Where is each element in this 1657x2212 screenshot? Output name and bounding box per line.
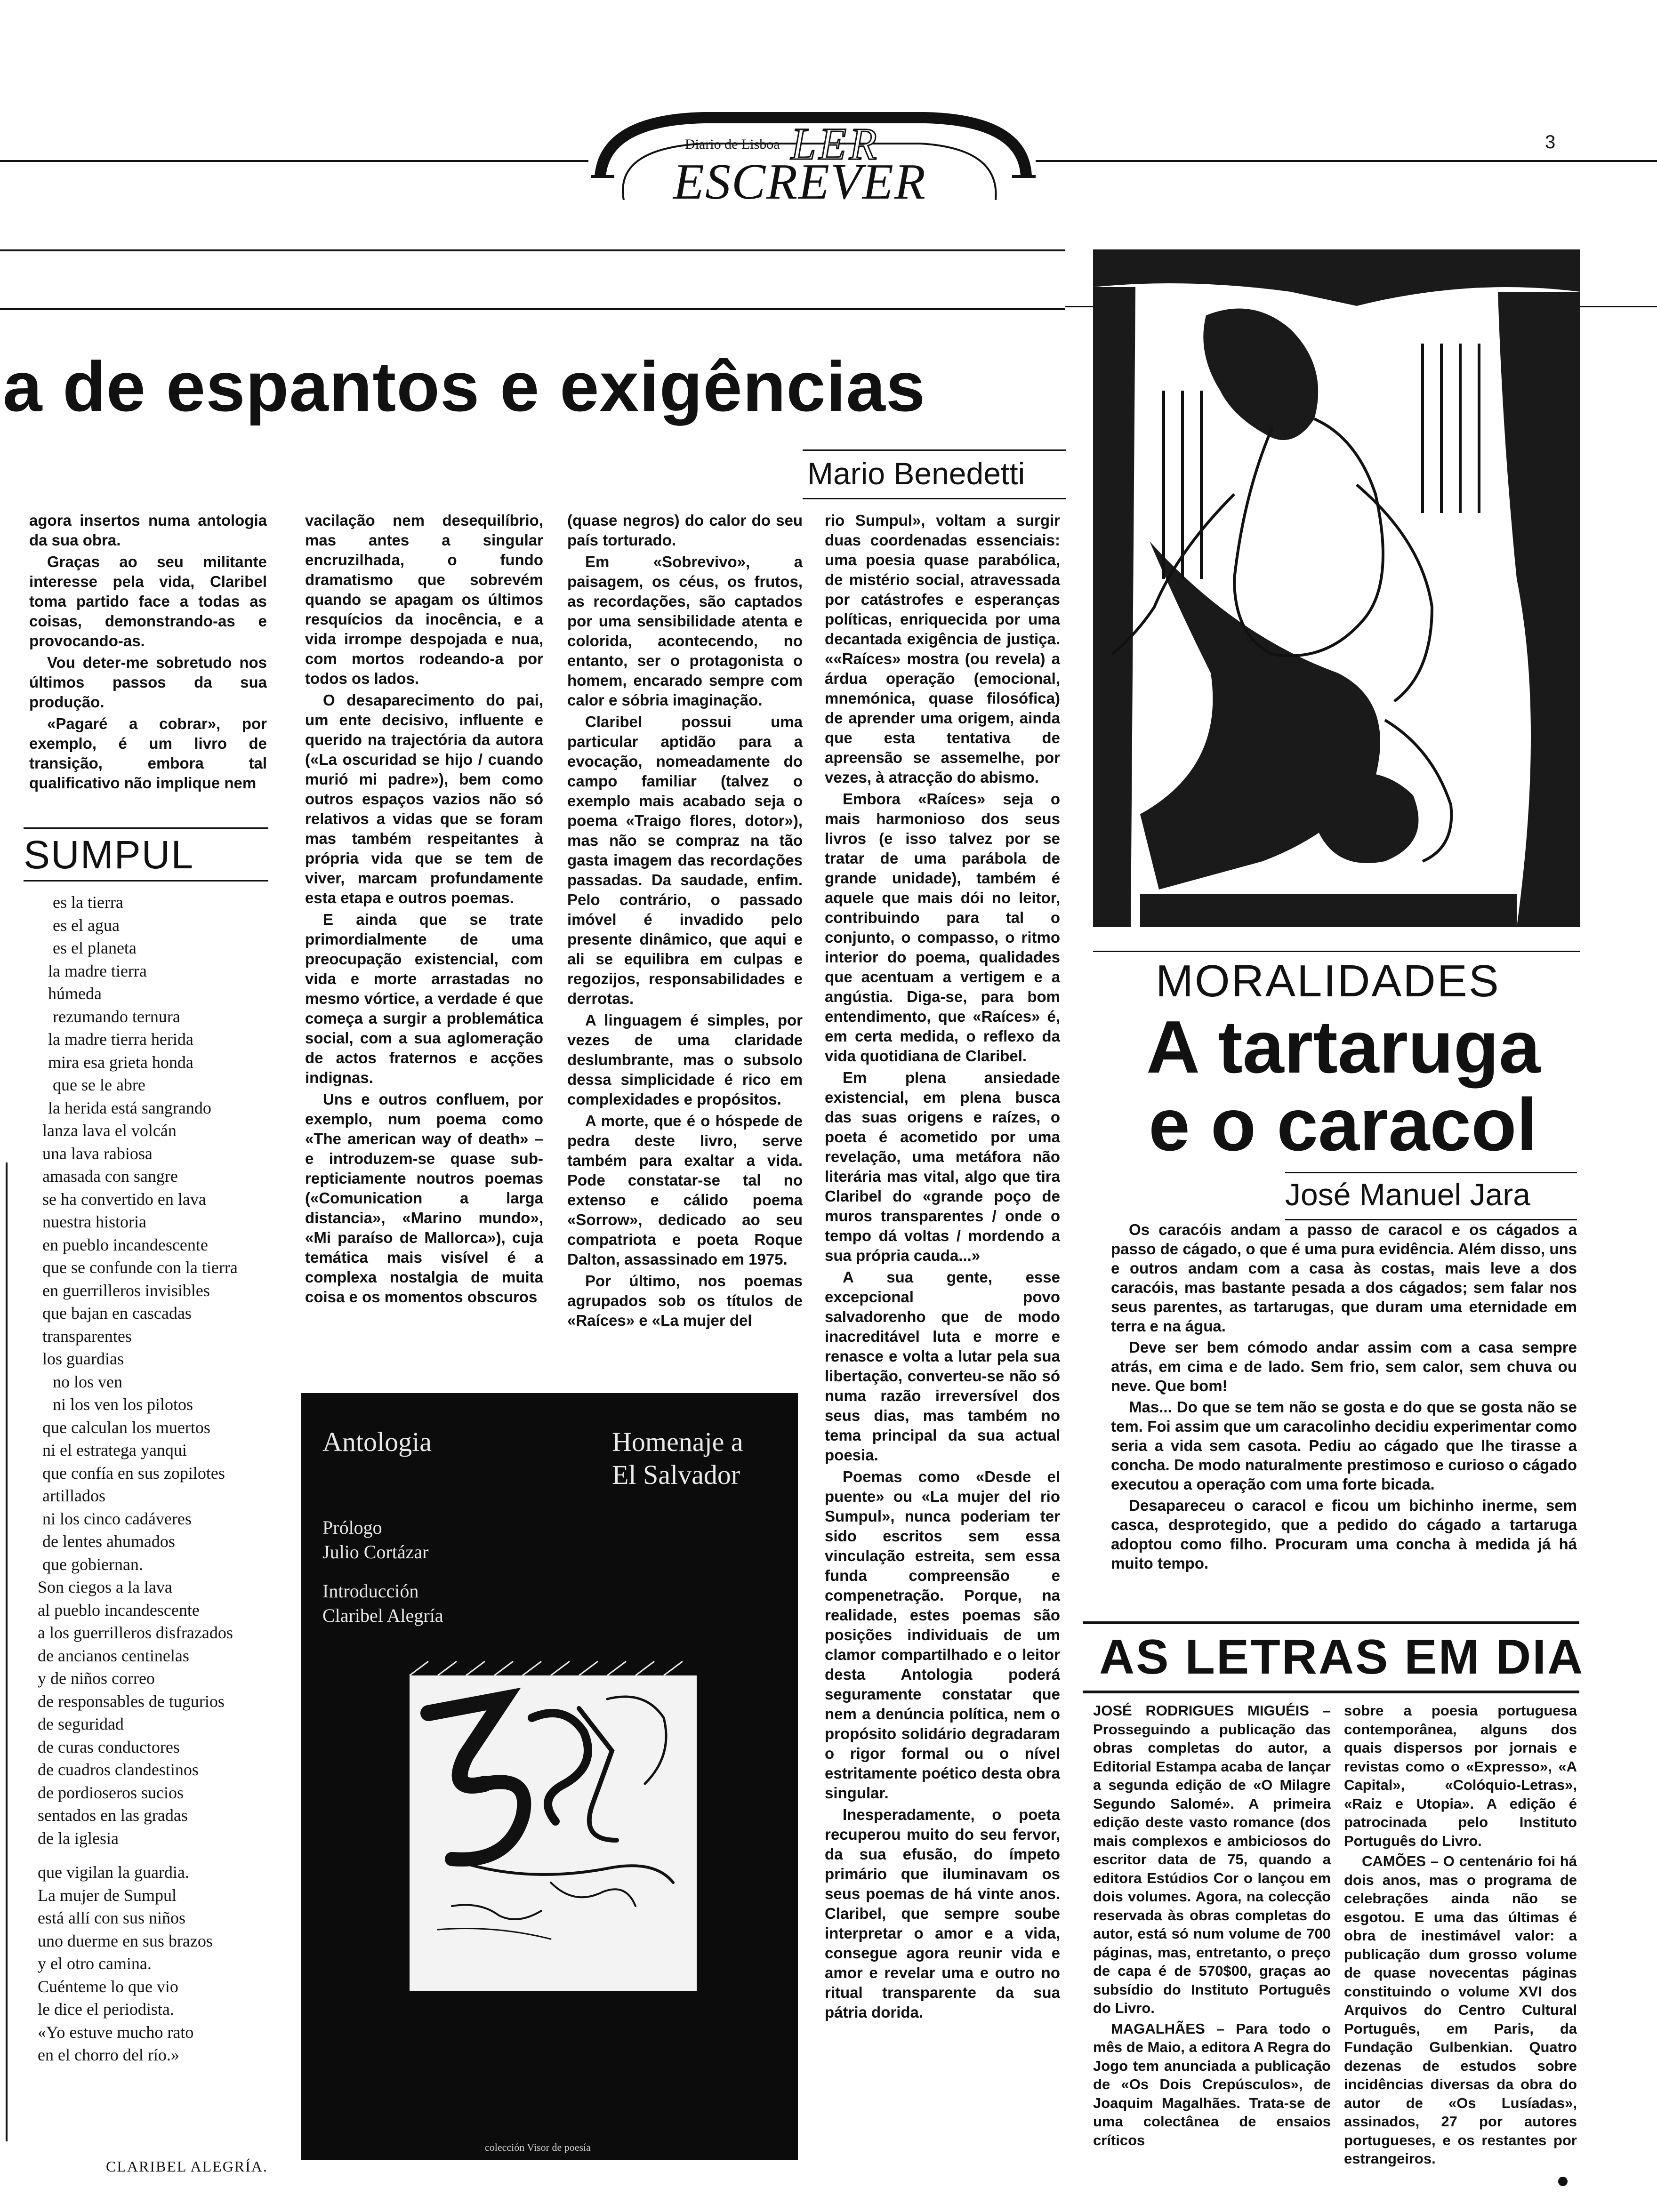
top-rule (0, 249, 1065, 251)
end-mark-icon (1558, 2177, 1568, 2186)
letras-bottom-rule (1083, 1691, 1579, 1693)
moralidades-title-1: A tartaruga (1146, 1006, 1540, 1089)
masthead-paper: Diario de Lisboa (685, 136, 780, 152)
poem-title: SUMPUL (24, 833, 194, 877)
headline-rule (0, 308, 1065, 310)
book-intro-1: Introducción (322, 1580, 419, 1602)
masthead-title-bottom: ESCREVER (673, 154, 926, 210)
moralidades-kicker: MORALIDADES (1156, 956, 1500, 1006)
article-headline: a de espantos e exigências (3, 347, 926, 426)
book-right-title-1: Homenaje a (612, 1427, 743, 1457)
moralidades-body: Os caracóis andam a passo de caracol e os cágados a passo de cágado, o que é uma pura evidência. Além disso, uns e outros andam com a casa às costas, mais leve a dos caracóis, mas bastante pesada a dos cágados; sem falar nos seus parentes, as tartarugas, que duram uma eternidade em terra e na água. Deve ser bem cómodo andar assim com a casa sempre atrás, em cima e de lado. Sem frio, sem calor, sem chuva ou neve. Que bom! Mas... Do que se tem não se gosta e do que se gosta não se tem. Foi assim que um caracolinho decidiu experimentar como seria a vida sem casota. Pediu ao cágado que lhe tirasse a concha. De modo naturalmente prestimoso e curioso o cágado executou a operação com uma forte bicada. Desapareceu o caracol e ficou um bichinho inerme, sem casca, desprotegido, que a pedido do cágado a tartaruga adoptou como filho. Procuram uma concha à medida já há muito tempo. (1111, 1221, 1577, 1572)
poem-body: es la tierra es el agua es el planeta la madre tierra húmeda rezumando ternura la madre tierra herida mira esa grieta honda que se le abre la herida está sangrando lanza lava el volcán una lava rabiosa amasada con sangre se ha convertido en lava nuestra historia en pueblo incandescente que se confunde con la tierra en guerrilleros invisibles que bajan en cascadas transparentes los guardias no los ven ni los ven los pilotos que calculan los muertos ni el estratega yanqui que confía en sus zopilotes artillados ni los cinco cadáveres de lentes ahumados que gobiernan. Son ciegos a la lava al pueblo incandescente a los guerrilleros disfrazados de ancianos centinelas y de niños correo de responsables de tugurios de seguridad de curas conductores de cuadros clandestinos de pordioseros sucios sentados en las gradas de la iglesia que vigilan la guardia. La mujer de Sumpul está allí con sus niños uno duerme en sus brazos y el otro camina. Cuénteme lo que vio le dice el periodista. «Yo estuve mucho rato en el chorro del río.» (38, 893, 238, 2064)
moralidades-author-rule (1285, 1172, 1577, 1173)
poem-signature: CLARIBEL ALEGRÍA. (106, 2158, 268, 2175)
book-cover-image (301, 1393, 798, 2160)
article-author: Mario Benedetti (807, 456, 1025, 491)
poem-title-rule-bottom (24, 880, 268, 882)
moralidades-title-2: e o caracol (1149, 1083, 1537, 1166)
masthead-rule-left (0, 160, 588, 162)
woman-with-jug-illustration (1093, 249, 1580, 927)
author-rule (803, 449, 1066, 451)
letras-col-2: sobre a poesia portuguesa contemporânea, alguns dos quais dispersos por jornais e revistas como o «Expresso», «A Capital», «Colóquio-Letras», «Raiz e Utopia». A edição é patrocinada pelo Instituto Português do Livro. CAMÕES – O centenário foi há dois anos, mas o programa de celebrações ainda não se esgotou. E uma das últimas é obra de inestimável valor: a publicação dum grosso volume de quase novecentas páginas constituindo o volume XVI dos Arquivos do Centro Cultural Português, em Paris, da Fundação Gulbenkian. Quatro dezenas de estudos sobre incidências diversas da obra do autor de «Os Lusíadas», assinados, 27 por autores portugueses, e os restantes por estrangeiros. (1344, 1702, 1577, 2167)
article-col-1: agora insertos numa antologia da sua obra. Graças ao seu militante interesse pela vida, Claribel toma partido face a todas as coisas, demonstrando-as e provocando-as. Vou deter-me sobretudo nos últimos passos da sua produção. «Pagaré a cobrar», por exemplo, é um livro de transição, embora tal qualificativo não implique nem (29, 512, 267, 792)
page-number: 3 (1545, 132, 1556, 152)
poem-margin-line (6, 1162, 8, 2141)
book-collection: colección Visor de poesía (485, 2141, 591, 2153)
book-left-title: Antologia (322, 1427, 432, 1457)
book-prologue-1: Prólogo (322, 1517, 382, 1538)
author-rule-bottom (803, 498, 1066, 499)
letras-col-1: JOSÉ RODRIGUES MIGUÉIS – Prosseguindo a publicação das obras completas do autor, a Editorial Estampa acaba de lançar a segunda edição de «O Milagre Segundo Salomé». A primeira edição deste vasto romance (dos mais complexos e ambiciosos do escritor data de 75, quando a editora Estúdios Cor o lançou em dois volumes. Agora, na colecção reservada às obras completas do autor, está só num volume de 700 páginas, mas, entretanto, o preço de capa é de 570$00, graças ao subsídio do Instituto Português do Livro. MAGALHÃES – Para todo o mês de Maio, a editora A Regra do Jogo tem anunciada a publicação de «Os Dois Crepúsculos», de Joaquim Magalhães. Trata-se de uma colectânea de ensaios críticos (1093, 1702, 1331, 2148)
article-col-4: rio Sumpul», voltam a surgir duas coordenadas essenciais: uma poesia quase parabólica, de mistério social, atravessada por catástrofes e esperanças políticas, enriquecida por uma decantada exigência de justiça. ««Raíces» mostra (ou revela) a árdua operação (emocional, mnemónica, quase filosófica) de aprender uma origem, ainda que esta tentativa de apreensão se assemelhe, por vezes, à atracção do abismo. Embora «Raíces» seja o mais harmonioso dos seus livros (e isso talvez por se tratar de uma parábola de grande unidade), também é aquele que mais dói no leitor, contribuindo para tal o conjunto, o compasso, o ritmo interior do poema, qualidades que acentuam a vertigem e a angústia. Diga-se, para bom entendimento, que «Raíces» é, em certa medida, o reflexo da vida quotidiana de Claribel. Em plena ansiedade existencial, em plena busca das suas origens e raízes, o poeta é acometido por uma revelação, uma metáfora não literária mas vital, algo que tira Claribel do «grande poço de muros transparentes / onde o tempo dá voltas / mordendo a sua própria cauda...» A sua gente, esse excepcional povo salvadorenho que de modo inacreditável luta e morre e renasce e volta a lutar pela sua libertação, converteu-se não só numa razão irreversível dos seus dias, mas também no tema principal da sua actual poesia. Poemas como «Desde el puente» ou «La mujer del rio Sumpul», nunca poderiam ter sido escritos sem essa vinculação estreita, sem essa funda compreensão e compenetração. Porque, na realidade, estes poemas são posições individuais de um clamor compartilhado e o leitor desta Antologia poderá seguramente constatar que nem a denúncia política, nem o propósito solidário degradaram o rigor formal ou o nível estritamente poético desta obra singular. Inesperadamente, o poeta recuperou muito do seu fervor, da sua efusão, do ímpeto primário que iluminavam os seus poemas de há vinte anos. Claribel, que sempre soube interpretar o amor e a vida, consegue agora reunir vida e amor e revelar uma e outro no ritual transparente da sua pátria dorida. (825, 512, 1060, 2021)
masthead-rule-right (1036, 160, 1657, 162)
article-col-2: vacilação nem desequilíbrio, mas antes a singular encruzilhada, o fundo dramatismo que sobrevém quando se apagam os últimos resquícios da inocência, e a vida irrompe despojada e nua, com mortos rodeando-a por todos os lados. O desaparecimento do pai, um ente decisivo, influente e querido na trajectória da autora («La oscuridad se hijo / cuando murió mi padre»), bem como outros espaços vazios não só relativos a vidas que se foram mas também respeitantes à própria vida que se tem de viver, marcam profundamente esta etapa e outros poemas. E ainda que se trate primordialmente de uma preocupação existencial, com vida e morte arrastadas no mesmo vórtice, a verdade é que começa a surgir a problemática social, com a sua aglomeração de actos fraternos e acções indignas. Uns e outros confluem, por exemplo, num poema como «The american way of death» – e introduzem-se quase sub-repticiamente noutros poemas («Comunication a larga distancia», «Marino mundo», «Mi paraíso de Mallorca»), cuja temática mais visível é a complexa nostalgia de muita coisa e os momentos obscuros (305, 512, 543, 1306)
letras-top-rule (1083, 1621, 1579, 1624)
book-prologue-2: Julio Cortázar (322, 1541, 429, 1563)
book-right-title-2: El Salvador (612, 1459, 740, 1490)
moralidades-top-rule (1093, 951, 1580, 952)
letras-title: AS LETRAS EM DIA (1099, 1630, 1585, 1684)
masthead-title-top: LER (791, 119, 880, 169)
poem-title-rule (24, 827, 268, 829)
article-col-3: (quase negros) do calor do seu país torturado. Em «Sobrevivo», a paisagem, os céus, os frutos, as recordações, são captados por uma sensibilidade atenta e colorida, acontecendo, no entanto, ser o protagonista o homem, encarado sempre com calor e sóbria imaginação. Claribel possui uma particular aptidão para a evocação, nomeadamente do campo familiar (talvez o exemplo mais acabado seja o poema «Traigo flores, dotor»), mas não se compraz na tão gasta imagem das recordações passadas. Da saudade, enfim. Pelo contrário, o passado imóvel é invadido pelo presente dinâmico, que aqui e ali se equilibra em culpas e regozijos, responsabilidades e derrotas. A linguagem é simples, por vezes de uma claridade deslumbrante, mas o subsolo dessa simplicidade é rico em complexidades e propósitos. A morte, que é o hóspede de pedra deste livro, serve também para exaltar a vida. Pode constatar-se tal no extenso e cálido poema «Sorrow», dedicado ao seu compatriota e poeta Roque Dalton, assassinado em 1975. Por último, nos poemas agrupados sob os títulos de «Raíces» e «La mujer del (567, 512, 803, 1329)
moralidades-author: José Manuel Jara (1285, 1177, 1530, 1212)
book-calligraphy-image (410, 1661, 697, 1991)
book-intro-2: Claribel Alegría (322, 1605, 443, 1626)
